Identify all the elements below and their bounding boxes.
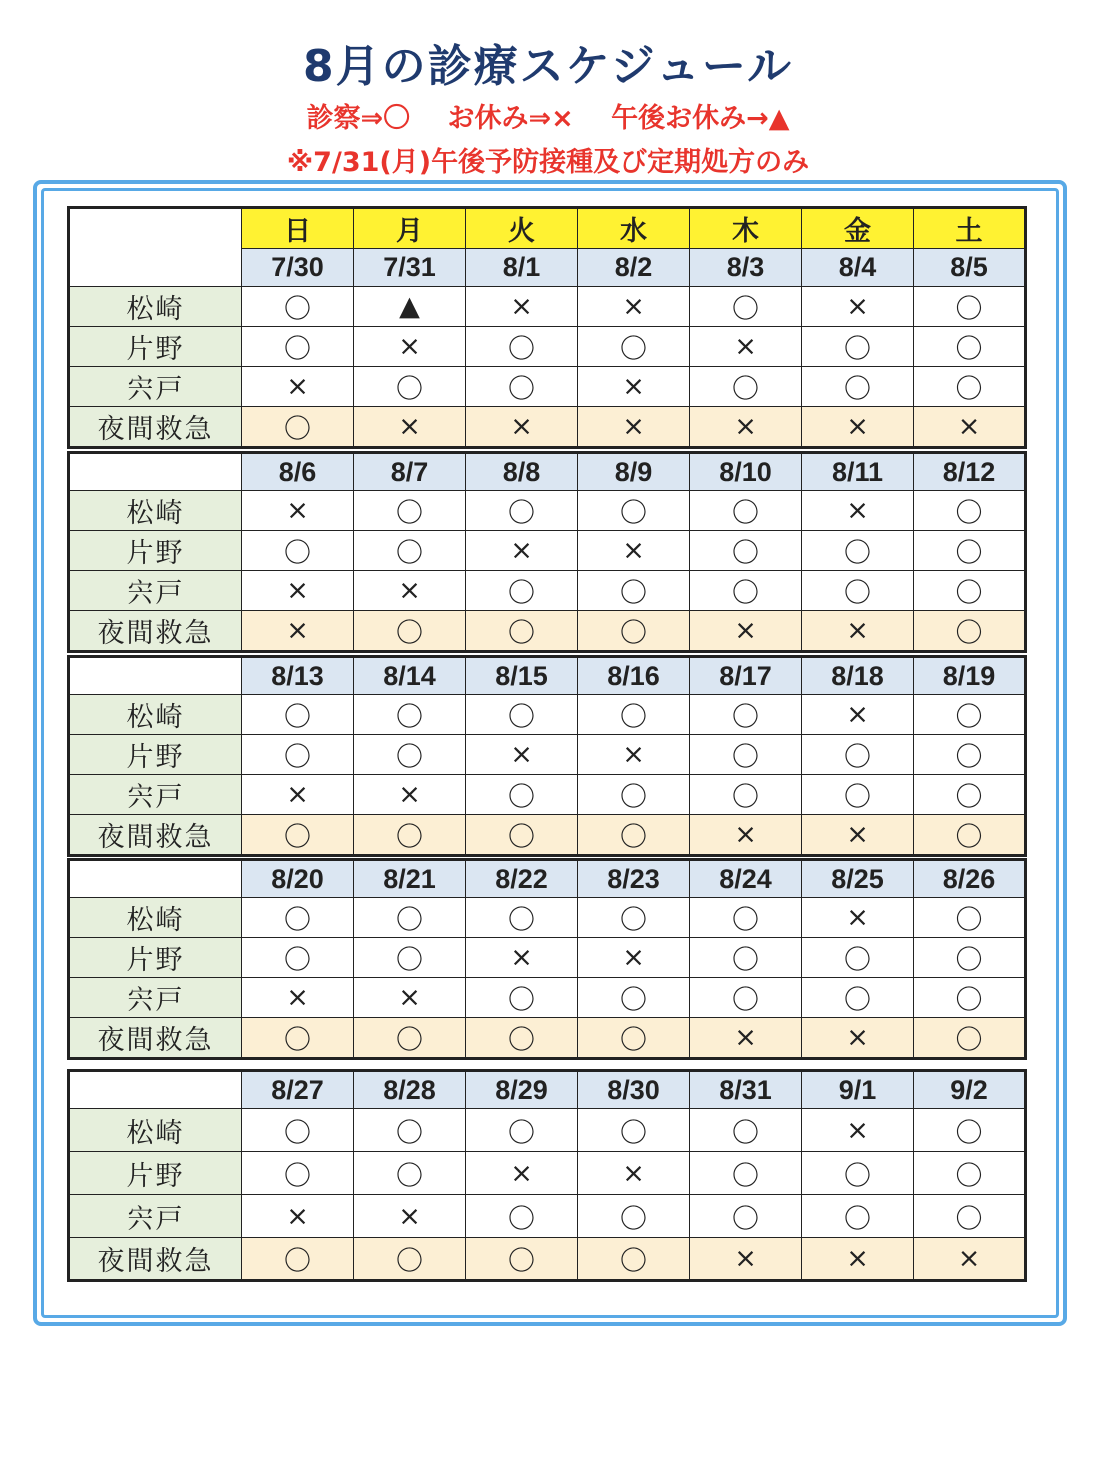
date-cell: 8/8: [466, 453, 578, 491]
status-cell: 〇: [578, 695, 690, 735]
status-cell: 〇: [914, 898, 1026, 938]
status-cell: 〇: [578, 775, 690, 815]
status-cell: 〇: [914, 287, 1026, 327]
row-label: 片野: [69, 327, 242, 367]
status-cell: ×: [690, 327, 802, 367]
status-cell: 〇: [466, 1109, 578, 1152]
status-cell: 〇: [354, 367, 466, 407]
date-cell: 8/2: [578, 249, 690, 287]
week-table: [67, 206, 1027, 449]
date-row: [69, 453, 1026, 491]
row-label: 宍戸: [69, 571, 242, 611]
status-cell: ×: [802, 815, 914, 856]
status-cell: ×: [578, 531, 690, 571]
date-cell: 8/10: [690, 453, 802, 491]
status-cell: 〇: [690, 938, 802, 978]
status-cell: 〇: [690, 287, 802, 327]
date-cell: 8/22: [466, 860, 578, 898]
status-cell: ×: [242, 611, 354, 652]
status-cell: 〇: [242, 531, 354, 571]
week-table: [67, 858, 1027, 1060]
status-cell: 〇: [354, 898, 466, 938]
row-label: 宍戸: [69, 367, 242, 407]
status-cell: ×: [690, 407, 802, 448]
row-label: 宍戸: [69, 775, 242, 815]
date-cell: 8/17: [690, 657, 802, 695]
status-cell: 〇: [578, 1195, 690, 1238]
date-cell: 9/2: [914, 1071, 1026, 1109]
status-cell: 〇: [690, 571, 802, 611]
weekday-row: [69, 208, 1026, 249]
status-cell: ×: [242, 367, 354, 407]
status-cell: ×: [578, 407, 690, 448]
row-label: 松崎: [69, 695, 242, 735]
status-cell: 〇: [466, 978, 578, 1018]
weekday-header: 月: [354, 208, 466, 249]
date-cell: 8/3: [690, 249, 802, 287]
status-cell: 〇: [690, 1152, 802, 1195]
status-cell: 〇: [690, 367, 802, 407]
status-cell: 〇: [914, 1018, 1026, 1059]
doctor-row: [69, 571, 1026, 611]
weekday-header: 金: [802, 208, 914, 249]
status-cell: ×: [354, 775, 466, 815]
status-cell: 〇: [914, 367, 1026, 407]
status-cell: 〇: [690, 1109, 802, 1152]
status-cell: 〇: [578, 978, 690, 1018]
status-cell: 〇: [914, 978, 1026, 1018]
status-cell: 〇: [914, 1195, 1026, 1238]
status-cell: ×: [466, 287, 578, 327]
status-cell: 〇: [578, 1018, 690, 1059]
status-cell: ×: [802, 407, 914, 448]
date-cell: 8/26: [914, 860, 1026, 898]
status-cell: 〇: [578, 1109, 690, 1152]
status-cell: 〇: [578, 491, 690, 531]
status-cell: 〇: [914, 1109, 1026, 1152]
status-cell: 〇: [466, 327, 578, 367]
status-cell: ×: [690, 815, 802, 856]
status-cell: 〇: [242, 898, 354, 938]
date-cell: 8/28: [354, 1071, 466, 1109]
row-label: 松崎: [69, 1109, 242, 1152]
status-cell: 〇: [914, 938, 1026, 978]
status-cell: 〇: [354, 1018, 466, 1059]
status-cell: 〇: [578, 898, 690, 938]
status-cell: 〇: [914, 571, 1026, 611]
status-cell: 〇: [578, 1238, 690, 1281]
status-cell: 〇: [466, 491, 578, 531]
status-cell: 〇: [354, 1152, 466, 1195]
status-cell: ×: [354, 978, 466, 1018]
status-cell: 〇: [578, 327, 690, 367]
date-cell: 9/1: [802, 1071, 914, 1109]
status-cell: 〇: [242, 1238, 354, 1281]
date-cell: 8/20: [242, 860, 354, 898]
status-cell: ×: [242, 571, 354, 611]
status-cell: ×: [802, 898, 914, 938]
status-cell: 〇: [242, 1109, 354, 1152]
status-cell: 〇: [242, 695, 354, 735]
status-cell: 〇: [242, 1152, 354, 1195]
row-label: 夜間救急: [69, 1238, 242, 1281]
status-cell: ×: [466, 735, 578, 775]
status-cell: ×: [802, 491, 914, 531]
status-cell: 〇: [914, 735, 1026, 775]
doctor-row: [69, 1195, 1026, 1238]
date-cell: 8/13: [242, 657, 354, 695]
date-cell: 8/16: [578, 657, 690, 695]
date-cell: 8/5: [914, 249, 1026, 287]
status-cell: 〇: [466, 815, 578, 856]
row-label: 片野: [69, 531, 242, 571]
date-cell: 8/27: [242, 1071, 354, 1109]
status-cell: ×: [914, 1238, 1026, 1281]
status-cell: 〇: [802, 367, 914, 407]
row-label: 松崎: [69, 287, 242, 327]
row-label: 松崎: [69, 491, 242, 531]
status-cell: ×: [466, 1152, 578, 1195]
status-cell: ×: [578, 367, 690, 407]
status-cell: 〇: [914, 1152, 1026, 1195]
corner-cell: [69, 860, 242, 898]
date-cell: 8/25: [802, 860, 914, 898]
doctor-row: [69, 735, 1026, 775]
row-label: 夜間救急: [69, 815, 242, 856]
status-cell: 〇: [242, 735, 354, 775]
status-cell: 〇: [914, 695, 1026, 735]
schedule-note: ※7/31(月)午後予防接種及び定期処方のみ: [286, 147, 810, 178]
status-cell: 〇: [914, 491, 1026, 531]
weekday-header: 日: [242, 208, 354, 249]
status-cell: 〇: [690, 491, 802, 531]
status-cell: ×: [690, 1238, 802, 1281]
status-cell: 〇: [690, 531, 802, 571]
status-cell: 〇: [690, 1195, 802, 1238]
row-label: 夜間救急: [69, 407, 242, 448]
status-cell: ×: [802, 1109, 914, 1152]
legend-closed: お休み⇒×: [447, 103, 574, 134]
status-cell: 〇: [802, 1195, 914, 1238]
week-table: [67, 1069, 1027, 1282]
status-cell: 〇: [802, 531, 914, 571]
status-cell: 〇: [354, 938, 466, 978]
night-emergency-row: [69, 611, 1026, 652]
status-cell: ×: [690, 1018, 802, 1059]
status-cell: 〇: [354, 1238, 466, 1281]
status-cell: 〇: [354, 531, 466, 571]
status-cell: ×: [354, 571, 466, 611]
status-cell: 〇: [466, 571, 578, 611]
date-cell: 8/12: [914, 453, 1026, 491]
date-cell: 8/31: [690, 1071, 802, 1109]
status-cell: 〇: [466, 1195, 578, 1238]
date-cell: 8/21: [354, 860, 466, 898]
status-cell: ×: [802, 1018, 914, 1059]
status-cell: ×: [802, 695, 914, 735]
corner-cell: [69, 1071, 242, 1109]
legend-open: 診察⇒〇: [306, 103, 411, 134]
status-cell: 〇: [242, 815, 354, 856]
status-cell: 〇: [802, 327, 914, 367]
date-cell: 8/23: [578, 860, 690, 898]
status-cell: 〇: [466, 611, 578, 652]
date-cell: 8/9: [578, 453, 690, 491]
date-row: [69, 1071, 1026, 1109]
status-cell: 〇: [466, 898, 578, 938]
date-cell: 8/6: [242, 453, 354, 491]
status-cell: ×: [914, 407, 1026, 448]
row-label: 片野: [69, 735, 242, 775]
week-table: [67, 451, 1027, 653]
status-cell: 〇: [578, 611, 690, 652]
status-cell: 〇: [354, 1109, 466, 1152]
doctor-row: [69, 491, 1026, 531]
status-cell: 〇: [354, 491, 466, 531]
status-cell: 〇: [914, 327, 1026, 367]
status-cell: 〇: [242, 938, 354, 978]
doctor-row: [69, 287, 1026, 327]
status-cell: 〇: [354, 695, 466, 735]
status-cell: ×: [578, 287, 690, 327]
status-cell: 〇: [914, 531, 1026, 571]
status-cell: 〇: [690, 775, 802, 815]
status-cell: 〇: [466, 1238, 578, 1281]
status-cell: ×: [466, 407, 578, 448]
status-cell: 〇: [914, 815, 1026, 856]
status-cell: 〇: [466, 367, 578, 407]
corner-cell: [69, 453, 242, 491]
row-label: 夜間救急: [69, 1018, 242, 1059]
doctor-row: [69, 531, 1026, 571]
row-label: 夜間救急: [69, 611, 242, 652]
doctor-row: [69, 978, 1026, 1018]
status-cell: 〇: [914, 775, 1026, 815]
status-cell: 〇: [690, 978, 802, 1018]
status-cell: 〇: [354, 815, 466, 856]
status-cell: 〇: [914, 611, 1026, 652]
status-cell: 〇: [578, 815, 690, 856]
status-cell: ×: [690, 611, 802, 652]
status-cell: 〇: [242, 1018, 354, 1059]
week-table: [67, 655, 1027, 857]
date-cell: 8/24: [690, 860, 802, 898]
status-cell: ×: [466, 531, 578, 571]
date-cell: 8/11: [802, 453, 914, 491]
status-cell: ×: [354, 1195, 466, 1238]
date-cell: 8/30: [578, 1071, 690, 1109]
corner-cell: [69, 208, 242, 287]
doctor-row: [69, 1109, 1026, 1152]
status-cell: 〇: [354, 611, 466, 652]
date-cell: 8/4: [802, 249, 914, 287]
legend-afternoon-off: 午後お休み→▲: [611, 103, 790, 134]
status-cell: 〇: [466, 1018, 578, 1059]
corner-cell: [69, 657, 242, 695]
status-cell: 〇: [578, 571, 690, 611]
date-cell: 7/30: [242, 249, 354, 287]
status-cell: 〇: [242, 327, 354, 367]
status-cell: 〇: [802, 978, 914, 1018]
status-cell: 〇: [466, 695, 578, 735]
date-cell: 8/7: [354, 453, 466, 491]
page-title: 8月の診療スケジュール: [303, 41, 793, 92]
status-cell: ×: [802, 287, 914, 327]
status-cell: ×: [578, 1152, 690, 1195]
status-cell: 〇: [802, 1152, 914, 1195]
legend: [0, 96, 1096, 135]
status-cell: 〇: [802, 735, 914, 775]
row-label: 片野: [69, 938, 242, 978]
status-cell: 〇: [690, 695, 802, 735]
row-label: 宍戸: [69, 978, 242, 1018]
doctor-row: [69, 367, 1026, 407]
status-cell: ×: [242, 491, 354, 531]
doctor-row: [69, 695, 1026, 735]
weekday-header: 木: [690, 208, 802, 249]
weekday-header: 火: [466, 208, 578, 249]
date-cell: 8/18: [802, 657, 914, 695]
date-row: [69, 860, 1026, 898]
status-cell: ▲: [354, 287, 466, 327]
date-cell: 8/29: [466, 1071, 578, 1109]
date-cell: 8/14: [354, 657, 466, 695]
doctor-row: [69, 938, 1026, 978]
status-cell: ×: [578, 735, 690, 775]
night-emergency-row: [69, 1238, 1026, 1281]
status-cell: ×: [242, 775, 354, 815]
status-cell: ×: [802, 1238, 914, 1281]
status-cell: 〇: [802, 775, 914, 815]
status-cell: ×: [242, 1195, 354, 1238]
row-label: 宍戸: [69, 1195, 242, 1238]
date-row: [69, 657, 1026, 695]
status-cell: ×: [354, 327, 466, 367]
row-label: 松崎: [69, 898, 242, 938]
status-cell: 〇: [242, 287, 354, 327]
status-cell: ×: [578, 938, 690, 978]
date-cell: 8/1: [466, 249, 578, 287]
status-cell: 〇: [466, 775, 578, 815]
doctor-row: [69, 1152, 1026, 1195]
doctor-row: [69, 775, 1026, 815]
night-emergency-row: [69, 407, 1026, 448]
night-emergency-row: [69, 815, 1026, 856]
weekday-header: 土: [914, 208, 1026, 249]
status-cell: 〇: [802, 938, 914, 978]
status-cell: ×: [242, 978, 354, 1018]
status-cell: ×: [802, 611, 914, 652]
status-cell: ×: [354, 407, 466, 448]
status-cell: 〇: [354, 735, 466, 775]
status-cell: 〇: [690, 735, 802, 775]
status-cell: 〇: [242, 407, 354, 448]
status-cell: 〇: [802, 571, 914, 611]
doctor-row: [69, 327, 1026, 367]
date-cell: 8/15: [466, 657, 578, 695]
row-label: 片野: [69, 1152, 242, 1195]
date-cell: 7/31: [354, 249, 466, 287]
status-cell: 〇: [690, 898, 802, 938]
date-cell: 8/19: [914, 657, 1026, 695]
weekday-header: 水: [578, 208, 690, 249]
night-emergency-row: [69, 1018, 1026, 1059]
status-cell: ×: [466, 938, 578, 978]
doctor-row: [69, 898, 1026, 938]
